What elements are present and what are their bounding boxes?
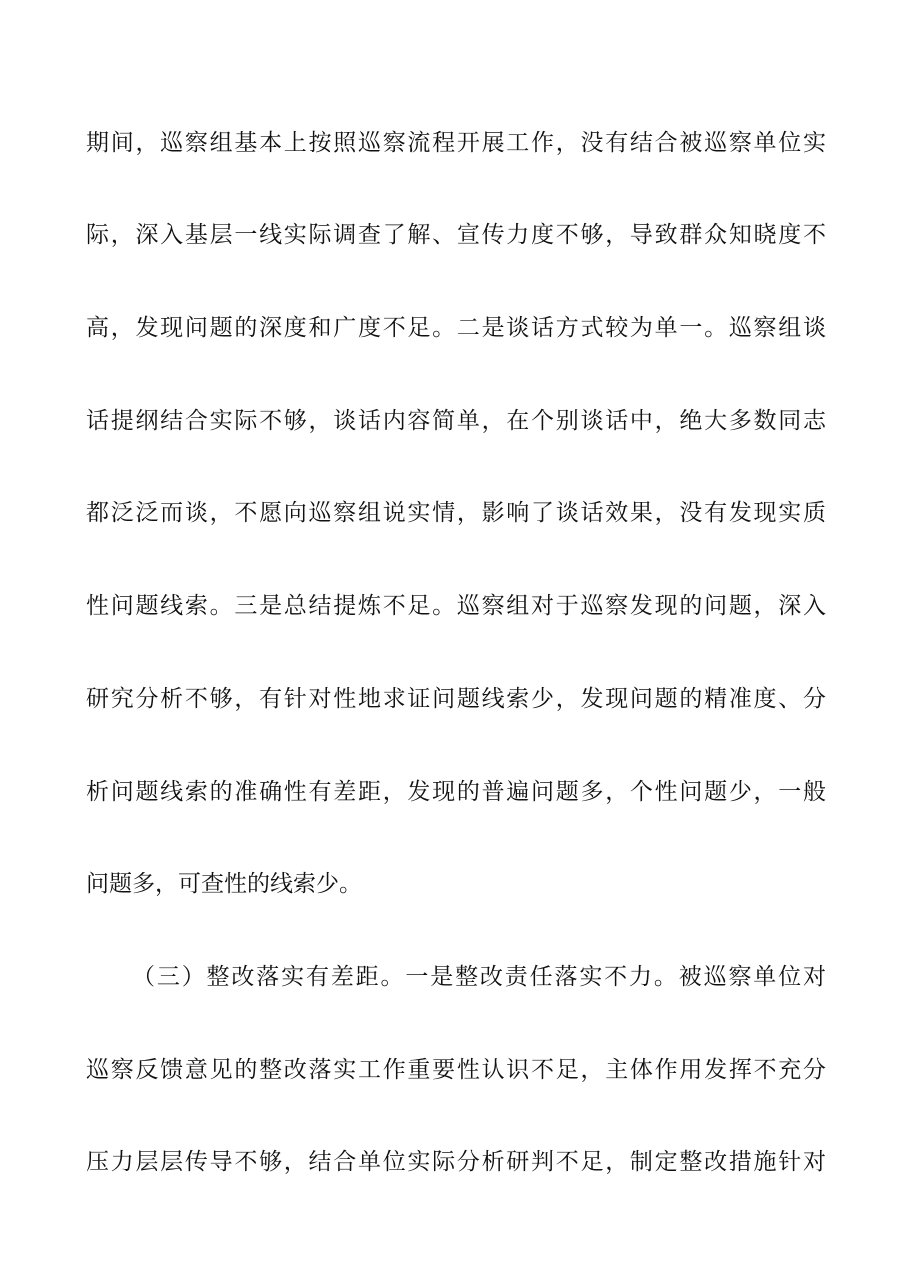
- paragraph-last-line: 问题多，可查性的线索少。: [86, 871, 362, 897]
- paragraph-line: 都泛泛而谈，不愿向巡察组说实情，影响了谈话效果，没有发现实质: [86, 500, 826, 526]
- paragraph-line: 话提纲结合实际不够，谈话内容简单，在个别谈话中，绝大多数同志: [86, 408, 826, 434]
- paragraph-line: 研究分析不够，有针对性地求证问题线索少，发现问题的精准度、分: [86, 686, 826, 712]
- paragraph-line: 巡察反馈意见的整改落实工作重要性认识不足，主体作用发挥不充分: [86, 1057, 826, 1083]
- paragraph-line: 期间，巡察组基本上按照巡察流程开展工作，没有结合被巡察单位实: [86, 130, 826, 156]
- paragraph-line: 际，深入基层一线实际调查了解、宣传力度不够，导致群众知晓度不: [86, 222, 826, 248]
- paragraph-line: 性问题线索。三是总结提炼不足。巡察组对于巡察发现的问题，深入: [86, 593, 826, 619]
- paragraph-line: 高，发现问题的深度和广度不足。二是谈话方式较为单一。巡察组谈: [86, 315, 826, 341]
- paragraph-line: 压力层层传导不够，结合单位实际分析研判不足，制定整改措施针对: [86, 1149, 826, 1175]
- section-heading-line: （三）整改落实有差距。一是整改责任落实不力。被巡察单位对: [132, 964, 826, 990]
- paragraph-line: 析问题线索的准确性有差距，发现的普遍问题多，个性问题少，一般: [86, 779, 826, 805]
